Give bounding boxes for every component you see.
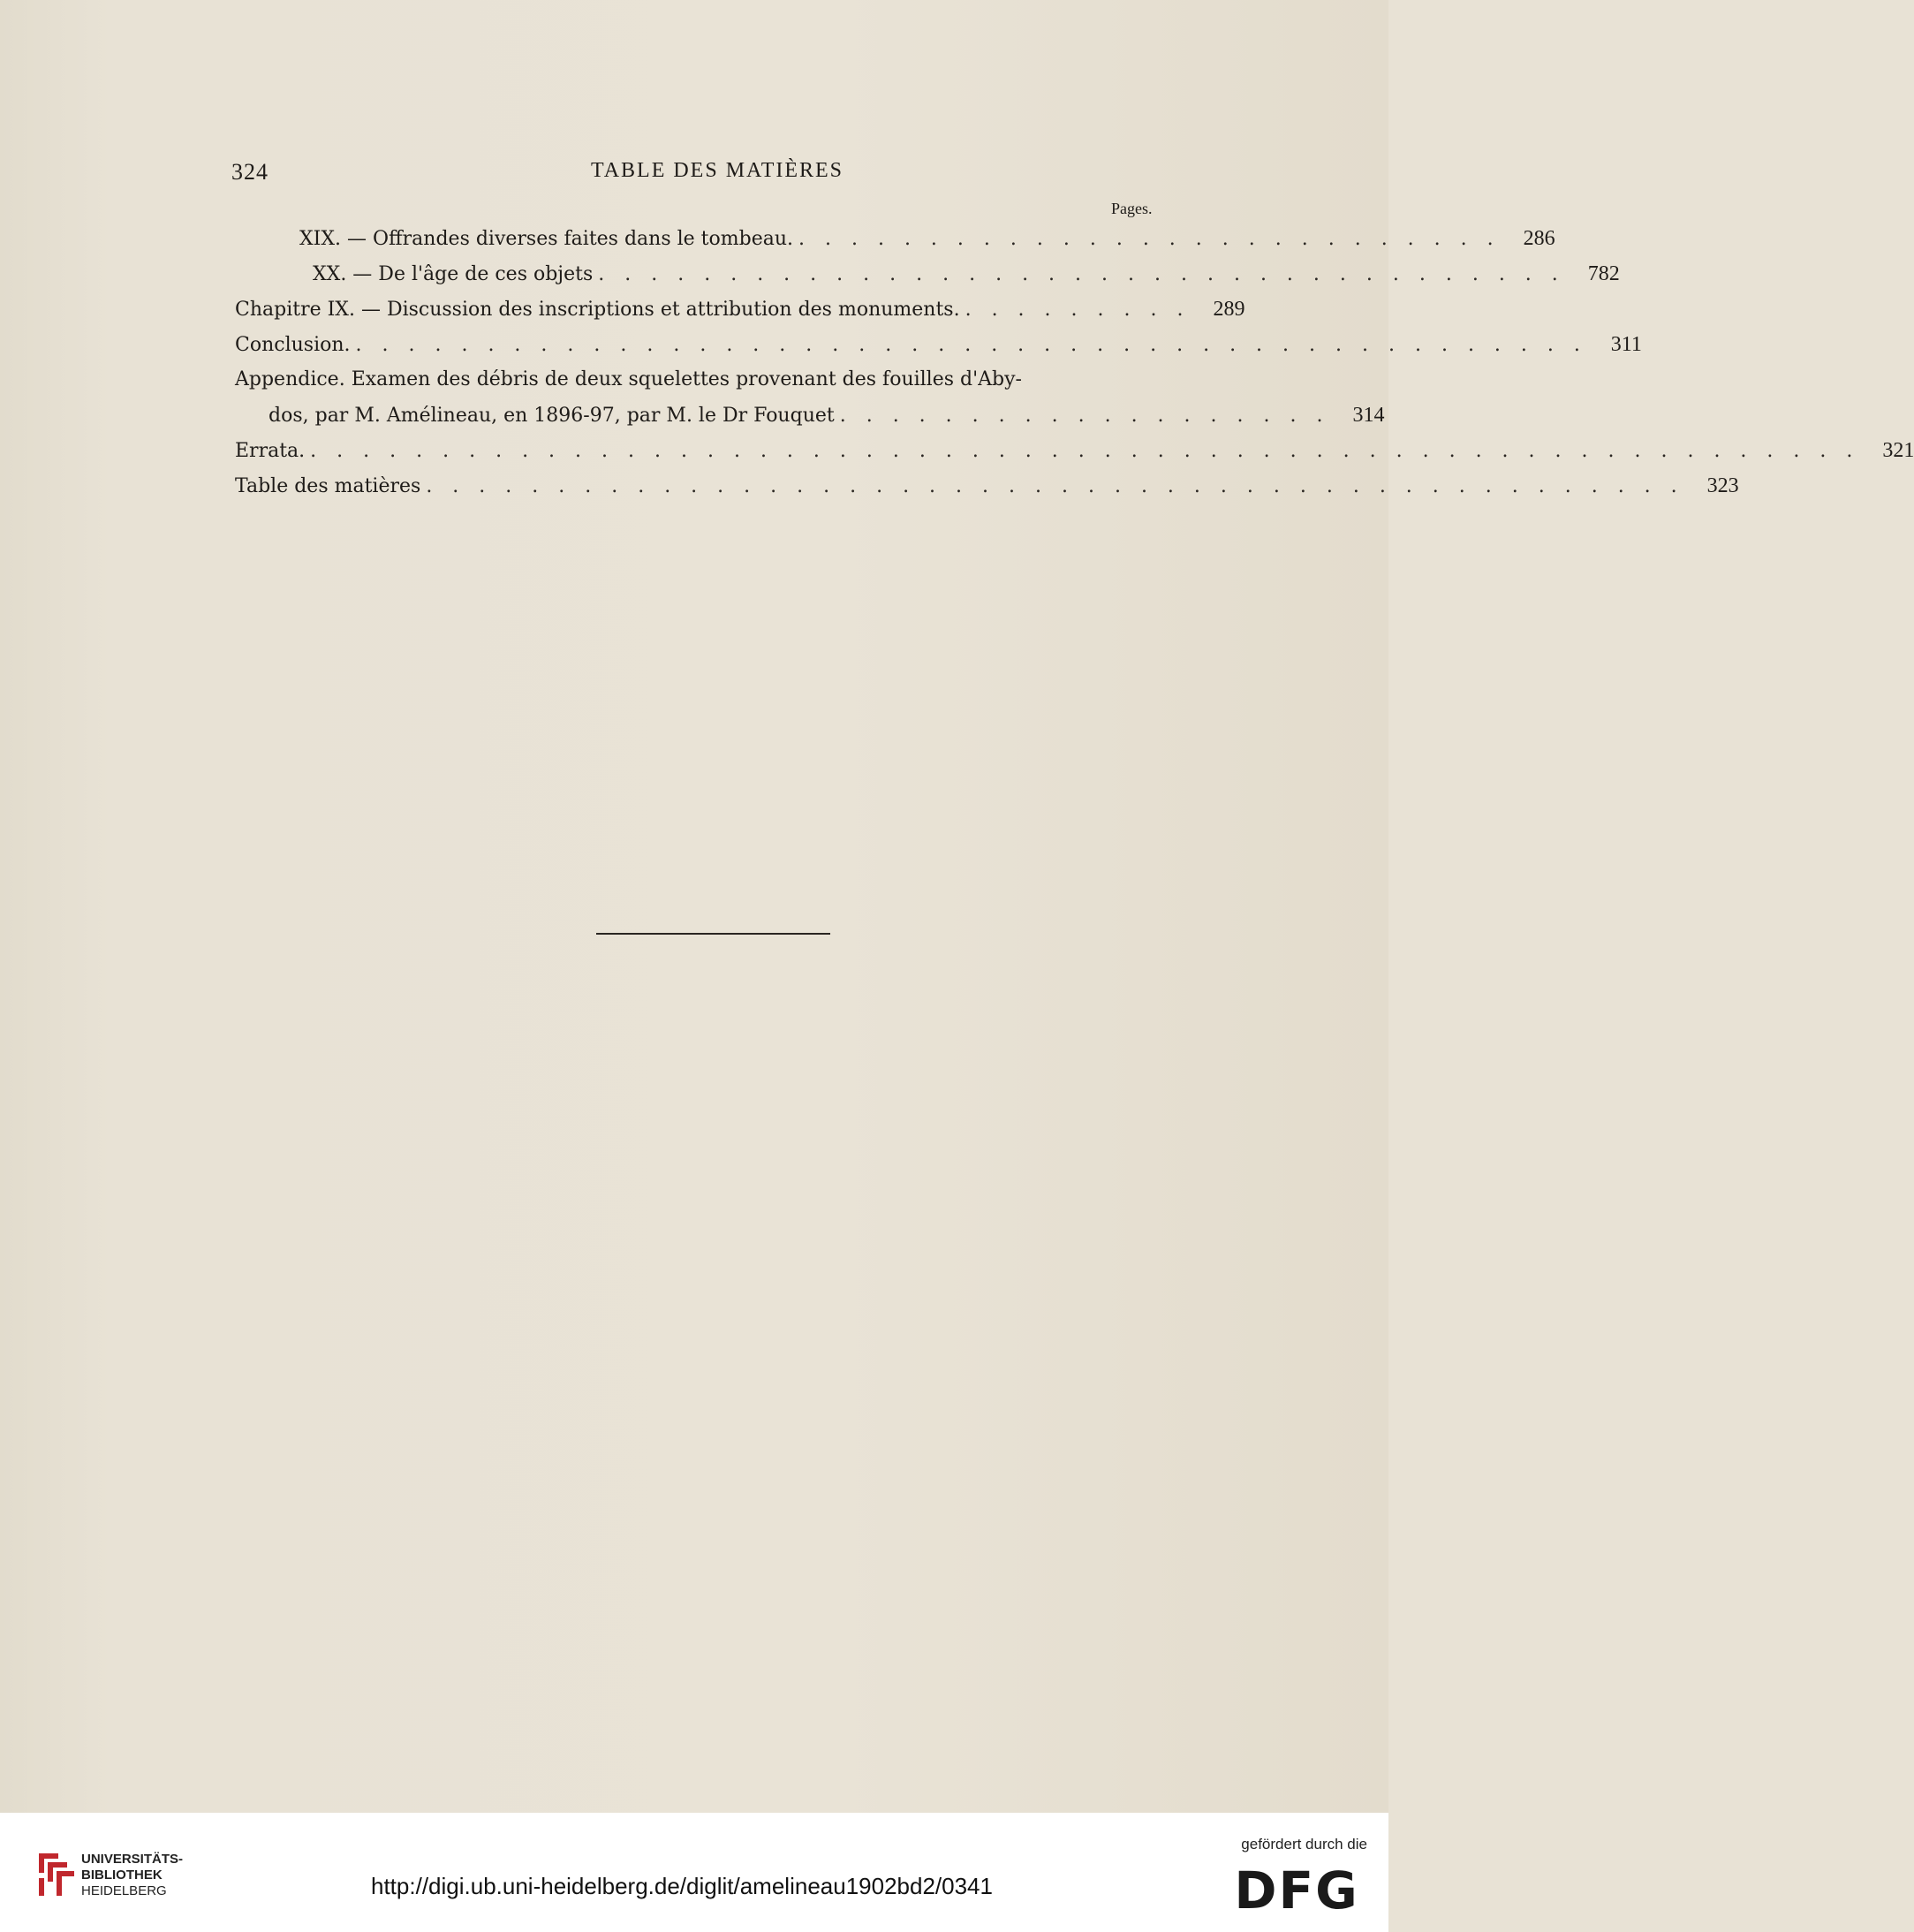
toc-entry-page: 311	[1610, 333, 1642, 356]
leader-dots: . . . . . . . . .	[965, 299, 1191, 321]
toc-entry	[235, 221, 1555, 256]
toc-entry	[235, 398, 1385, 433]
leader-dots: . . . . . . . . . . . . . . . . . . . . . . . . . . .	[798, 228, 1501, 250]
toc-entry-page: 314	[1352, 404, 1385, 427]
toc-entry-text: Chapitre IX. — Discussion des inscriptions et attribution des monuments.	[235, 299, 960, 321]
toc-entry	[235, 433, 1914, 468]
toc-entry	[235, 292, 1245, 327]
leader-dots: . . . . . . . . . . . . . . . . . . . . . . . . . . . . . . . . . . . . .	[598, 263, 1565, 285]
toc-entry-page: 286	[1523, 227, 1555, 250]
toc-entry-text: Appendice. Examen des débris de deux squelettes provenant des fouilles d'Aby-	[235, 368, 1022, 390]
toc-entry	[235, 256, 1620, 292]
toc-entry-text: Errata.	[235, 440, 306, 462]
toc-entry-text: dos, par M. Amélineau, en 1896-97, par M. le Dr Fouquet	[269, 405, 835, 427]
table-of-contents	[235, 221, 1914, 504]
toc-entry-page: 289	[1213, 298, 1245, 321]
running-head: TABLE DES MATIÈRES	[590, 159, 844, 182]
library-name-line: UNIVERSITÄTS-	[81, 1852, 184, 1867]
toc-entry	[235, 468, 1739, 504]
leader-dots: . . . . . . . . . . . . . . . . . . .	[839, 405, 1330, 427]
funding-caption: gefördert durch die	[1241, 1836, 1367, 1852]
toc-entry-text: XIX. — Offrandes diverses faites dans le tombeau.	[299, 228, 793, 250]
page-header	[231, 159, 1194, 194]
toc-entry	[235, 362, 1171, 398]
toc-entry-text: Conclusion.	[235, 334, 351, 356]
toc-entry-page: 323	[1706, 474, 1739, 497]
digitization-footer	[0, 1813, 1388, 1932]
permalink-url[interactable]: http://digi.ub.uni-heidelberg.de/diglit/amelineau1902bd2/0341	[371, 1873, 993, 1899]
leader-dots: . . . . . . . . . . . . . . . . . . . . . . . . . . . . . . . . . . . . . . . . . . . . . . . . . . . . . . . . . . .	[310, 440, 1860, 462]
leader-dots: . . . . . . . . . . . . . . . . . . . . . . . . . . . . . . . . . . . . . . . . . . . . . . .	[355, 334, 1587, 356]
library-name-line: HEIDELBERG	[81, 1883, 167, 1898]
toc-entry-text: XX. — De l'âge de ces objets	[313, 263, 594, 285]
toc-entry-page: 321	[1882, 439, 1914, 462]
funder-logo-text: DFG	[1234, 1860, 1359, 1921]
library-name-line: BIBLIOTHEK	[81, 1868, 163, 1883]
closing-rule	[596, 933, 830, 935]
leader-dots: . . . . . . . . . . . . . . . . . . . . . . . . . . . . . . . . . . . . . . . . . . . . . . . .	[426, 475, 1684, 497]
dfg-logo-icon	[1226, 1860, 1367, 1921]
university-library-logo-icon	[32, 1848, 76, 1901]
toc-entry-page: 782	[1587, 262, 1620, 285]
toc-entry-text: Table des matières	[235, 475, 421, 497]
toc-entry	[235, 327, 1642, 362]
university-library-name	[81, 1852, 183, 1899]
page-number: 324	[231, 159, 269, 185]
pages-column-label: Pages.	[1111, 200, 1153, 217]
